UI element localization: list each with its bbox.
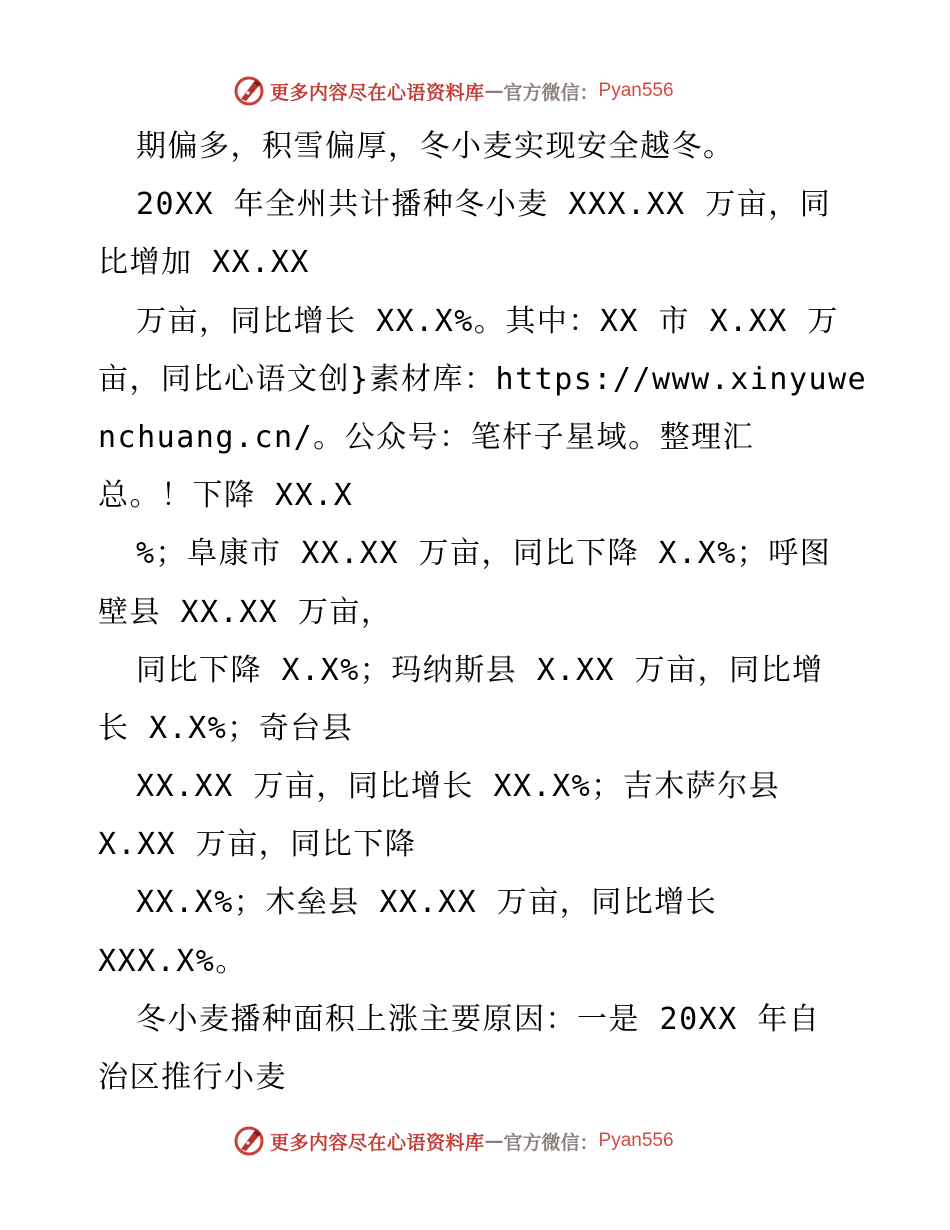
banner-official-label: 官方微信： — [503, 1131, 599, 1154]
banner-separator: — — [484, 80, 504, 102]
text-line: XXX.X%。 — [98, 943, 247, 979]
text-line: 长 X.X%；奇台县 — [98, 710, 354, 746]
text-line: 万亩，同比增长 XX.X%。其中：XX 市 X.XX 万 — [136, 303, 839, 339]
text-line: 亩，同比心语文创}素材库：https://www.xinyuwe — [98, 361, 868, 397]
text-line: 同比下降 X.X%；玛纳斯县 X.XX 万亩，同比增 — [136, 652, 824, 688]
text-line: X.XX 万亩，同比下降 — [98, 827, 417, 863]
banner-main-text: 更多内容尽在心语资料库 — [270, 81, 485, 104]
banner-official-label: 官方微信： — [503, 81, 599, 104]
banner-separator: — — [484, 1130, 504, 1152]
banner-main-text: 更多内容尽在心语资料库 — [270, 1131, 485, 1154]
footer-banner — [232, 1121, 732, 1161]
text-line: 壁县 XX.XX 万亩， — [98, 594, 393, 630]
banner-account-id: Pyan556 — [598, 1130, 674, 1151]
text-line: 冬小麦播种面积上涨主要原因：一是 20XX 年自 — [136, 1001, 821, 1037]
pen-nib-circle-icon — [232, 1124, 266, 1158]
text-line: 比增加 XX.XX — [98, 245, 310, 281]
text-line: XX.XX 万亩，同比增长 XX.X%；吉木萨尔县 — [136, 769, 781, 805]
text-line: 期偏多，积雪偏厚，冬小麦实现安全越冬。 — [136, 129, 735, 164]
text-line: XX.X%；木垒县 XX.XX 万亩，同比增长 — [136, 885, 718, 921]
text-line: 治区推行小麦 — [98, 1060, 287, 1095]
text-line: %；阜康市 XX.XX 万亩，同比下降 X.X%；呼图 — [136, 536, 832, 572]
banner-account-id: Pyan556 — [598, 80, 674, 101]
text-line: 20XX 年全州共计播种冬小麦 XXX.XX 万亩，同 — [136, 187, 832, 223]
pen-nib-circle-icon — [232, 74, 266, 108]
text-line: 总。！下降 XX.X — [98, 478, 354, 514]
document-body — [98, 118, 868, 1107]
text-line: nchuang.cn/。公众号：笔杆子星域。整理汇 — [98, 419, 755, 455]
header-banner — [232, 71, 732, 111]
